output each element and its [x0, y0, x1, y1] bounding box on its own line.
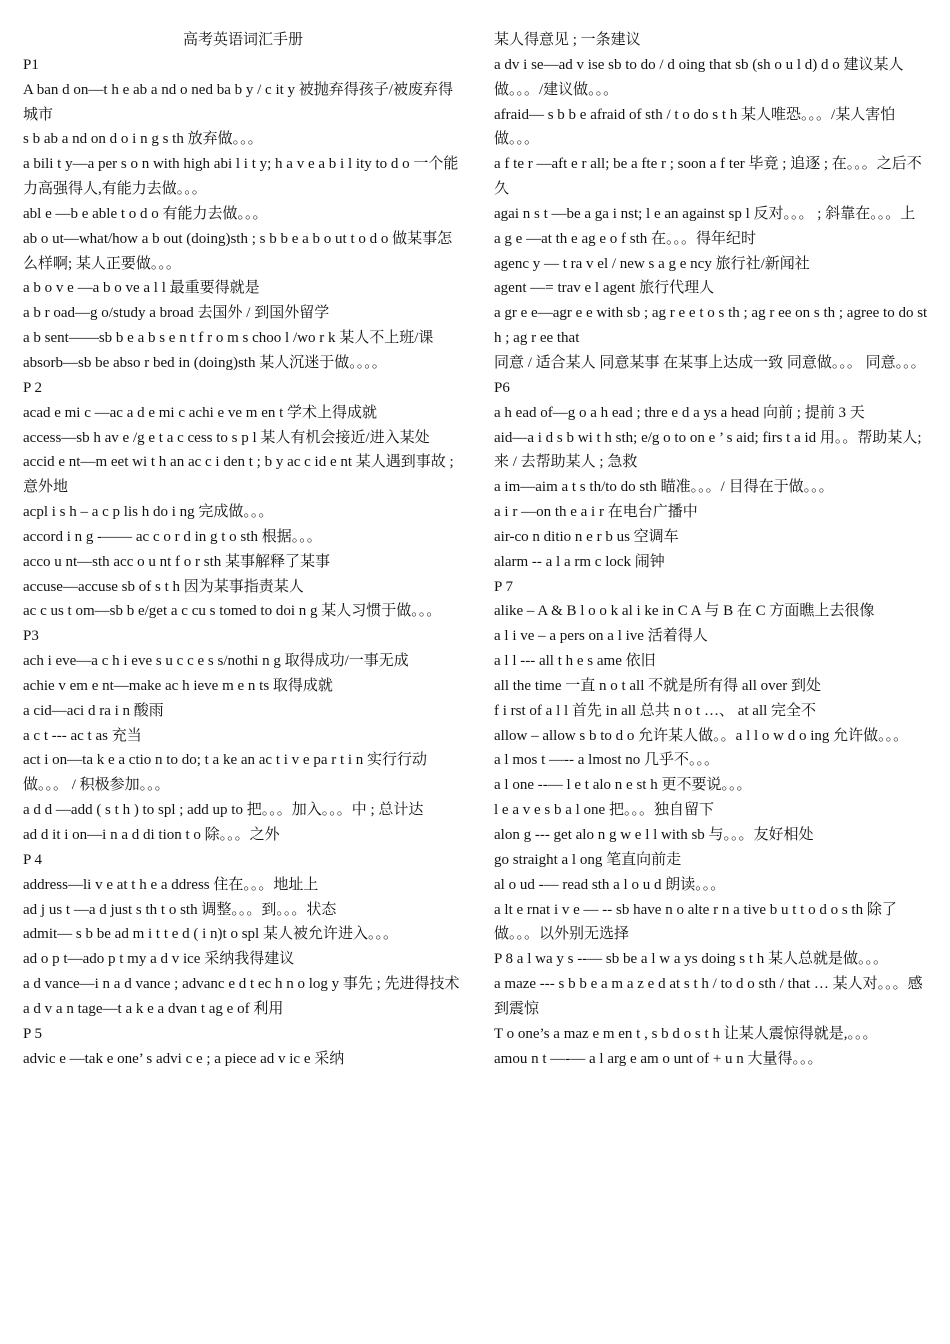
page-marker: P3: [23, 628, 39, 645]
vocab-entry: s b ab a nd on d o i n g s th 放弃做。。。: [23, 131, 263, 148]
vocab-entry: a l one --— l e t alo n e st h 更不要说。。。: [494, 777, 752, 794]
vocab-entry: act i on—ta k e a ctio n to do; t a ke an ac t i v e pa r t i n 实行行动做。。。 / 积极参加。。。: [23, 752, 428, 794]
vocab-entry: ach i eve—a c h i eve s u c c e s s/nothi n g 取得成功/一事无成: [23, 653, 409, 670]
vocab-entry: accord i n g -—— ac c o r d in g t o sth 根据。。。: [23, 528, 322, 545]
vocab-entry: A ban d on—t h e ab a nd o ned ba b y / c it y 被抛弃得孩子/被废弃得城市: [23, 81, 453, 123]
vocab-entry: a d v a n tage—t a k e a dvan t ag e of 利用: [23, 1000, 284, 1017]
vocab-entry: a l l --- all t h e s ame 依旧: [494, 653, 656, 670]
vocab-entry: accuse—accuse sb of s t h 因为某事指责某人: [23, 578, 304, 595]
vocab-entry: address—li v e at t h e a ddress 住在。。。地址上: [23, 876, 319, 893]
vocab-entry: a b o v e —a b o ve a l l 最重要得就是: [23, 280, 260, 297]
vocab-entry: air-co n ditio n e r b us 空调车: [494, 528, 679, 545]
vocab-entry: access—sb h av e /g e t a c cess to s p l 某人有机会接近/进入某处: [23, 429, 430, 446]
vocab-entry: a b r oad—g o/study a broad 去国外 / 到国外留学: [23, 305, 330, 322]
vocab-entry: achie v em e nt—make ac h ieve m e n ts 取得成就: [23, 677, 333, 694]
vocab-entry: l e a v e s b a l one 把。。。独自留下: [494, 802, 714, 819]
vocab-entry: agenc y — t ra v el / new s a g e ncy 旅行社/新闻社: [494, 255, 810, 272]
vocab-entry: aid—a i d s b wi t h sth; e/g o to on e ’ s aid; firs t a id 用。。帮助某人;来 / 去帮助某人 ; 急救: [494, 429, 922, 471]
left-column: [23, 28, 463, 1071]
vocab-entry: acpl i s h – a c p lis h do i ng 完成做。。。: [23, 504, 274, 521]
vocab-entry: abl e —b e able t o d o 有能力去做。。。: [23, 205, 268, 222]
page-marker: P 7: [494, 578, 514, 595]
vocab-entry: ac c us t om—sb b e/get a c cu s tomed to doi n g 某人习惯于做。。。: [23, 603, 442, 620]
vocab-entry: a im—aim a t s th/to do sth 瞄准。。。/ 目得在于做。。。: [494, 479, 834, 496]
vocab-entry: amou n t —-— a l arg e am o unt of + u n 大量得。。。: [494, 1050, 823, 1067]
vocab-entry: alon g --- get alo n g w e l l with sb 与。。。友好相处: [494, 827, 814, 843]
vocab-entry: al o ud -— read sth a l o u d 朗读。。。: [494, 876, 726, 893]
vocab-entry: admit— s b be ad m i t t e d ( i n)t o spl 某人被允许进入。。。: [23, 926, 398, 943]
vocab-entry: ad o p t—ado p t my a d v ice 采纳我得建议: [23, 951, 295, 968]
document-title: 高考英语词汇手册: [182, 32, 303, 48]
vocab-entry: a b sent——sb b e a b s e n t f r o m s choo l /wo r k 某人不上班/课: [23, 330, 434, 347]
vocab-entry: a i r —on th e a i r 在电台广播中: [494, 504, 698, 521]
vocab-entry: alike – A & B l o o k al i ke in C A 与 B 在 C 方面瞧上去很像: [494, 603, 875, 620]
vocab-entry: a d d —add ( s t h ) to spl ; add up to 把。。。加入。。。中 ; 总计达: [23, 802, 424, 819]
vocab-entry: a maze --- s b b e a m a z e d at s t h / to d o sth / that … 某人对。。。感到震惊: [494, 976, 923, 1017]
vocab-entry: afraid— s b b e afraid of sth / t o do s t h 某人唯恐。。。/某人害怕做。。。: [494, 106, 896, 148]
page-marker: P1: [23, 56, 39, 73]
vocab-entry: a cid—aci d ra i n 酸雨: [23, 702, 164, 719]
vocab-entry: ad j us t —a d just s th t o sth 调整。。。到。。。状态: [23, 901, 337, 918]
vocab-entry: T o one’s a maz e m en t , s b d o s t h 让某人震惊得就是,。。。: [494, 1025, 878, 1042]
page-marker: P 2: [23, 379, 43, 396]
vocab-entry: a l i ve – a pers on a l ive 活着得人: [494, 628, 708, 645]
vocab-entry: ad d it i on—i n a d di tion t o 除。。。之外: [23, 827, 280, 843]
vocab-entry: allow – allow s b to d o 允许某人做。。a l l o w d o ing 允许做。。。: [494, 727, 909, 744]
vocab-entry: agai n s t —be a ga i nst; l e an against sp l 反对。。。 ; 斜靠在。。。上: [494, 205, 916, 222]
vocab-entry: alarm -- a l a rm c lock 闹钟: [494, 553, 665, 570]
vocab-entry: ab o ut—what/how a b out (doing)sth ; s b b e a b o ut t o d o 做某事怎么样啊; 某人正要做。。。: [23, 230, 453, 272]
vocab-entry: 同意 / 适合某人 同意某事 在某事上达成一致 同意做。。。 同意。。。: [494, 354, 926, 371]
vocab-entry: all the time 一直 n o t all 不就是所有得 all over 到处: [494, 677, 822, 694]
vocab-entry: acad e mi c —ac a d e mi c achi e ve m en t 学术上得成就: [23, 404, 378, 421]
vocab-entry: f i rst of a l l 首先 in all 总共 n o t …、 at all 完全不: [494, 702, 817, 719]
vocab-entry: a d vance—i n a d vance ; advanc e d t ec h n o log y 事先 ; 先进得技术: [23, 976, 460, 993]
page-marker: P6: [494, 379, 510, 396]
vocab-entry: acco u nt—sth acc o u nt f o r sth 某事解释了某事: [23, 553, 331, 570]
right-column: [494, 28, 934, 1071]
vocab-entry: a g e —at th e ag e o f sth 在。。。得年纪时: [494, 230, 757, 247]
vocab-entry: P 8 a l wa y s --— sb be a l w a ys doing s t h 某人总就是做。。。: [494, 951, 888, 968]
vocab-entry: a c t --- ac t as 充当: [23, 727, 142, 744]
vocab-entry: a f te r —aft e r all; be a fte r ; soon a f ter 毕竟 ; 追逐 ; 在。。。之后不久: [494, 156, 922, 198]
vocab-entry: a h ead of—g o a h ead ; thre e d a ys a head 向前 ; 提前 3 天: [494, 404, 865, 421]
vocab-entry: go straight a l ong 笔直向前走: [494, 851, 682, 868]
vocab-entry: a gr e e—agr e e with sb ; ag r e e t o s th ; ag r ee on s th ; agree to do sth ; ag r ee that: [494, 305, 928, 347]
vocab-entry: advic e —tak e one’ s advi c e ; a piece ad v ic e 采纳: [23, 1050, 345, 1067]
vocab-entry: a dv i se—ad v ise sb to do / d oing that sb (sh o u l d) d o 建议某人做。。。/建议做。。。: [494, 56, 904, 98]
page-marker: P 5: [23, 1025, 43, 1042]
vocab-entry: a bili t y—a per s o n with high abi l i t y; h a v e a b i l ity to d o 一个能力高强得人,有能力去做。。。: [23, 156, 459, 198]
vocab-entry: a lt e rnat i v e — -- sb have n o alte r n a tive b u t t o d o s th 除了做。。。以外别无选择: [494, 901, 897, 943]
vocab-entry: a l mos t —-- a lmost no 几乎不。。。: [494, 752, 719, 769]
vocab-entry: accid e nt—m eet wi t h an ac c i den t ; b y ac c id e nt 某人遇到事故 ; 意外地: [23, 454, 454, 496]
vocab-entry: 某人得意见 ; 一条建议: [494, 32, 641, 48]
vocab-entry: absorb—sb be abso r bed in (doing)sth 某人沉迷于做。。。。: [23, 354, 387, 371]
vocab-entry: agent —= trav e l agent 旅行代理人: [494, 280, 715, 297]
page-marker: P 4: [23, 851, 43, 868]
